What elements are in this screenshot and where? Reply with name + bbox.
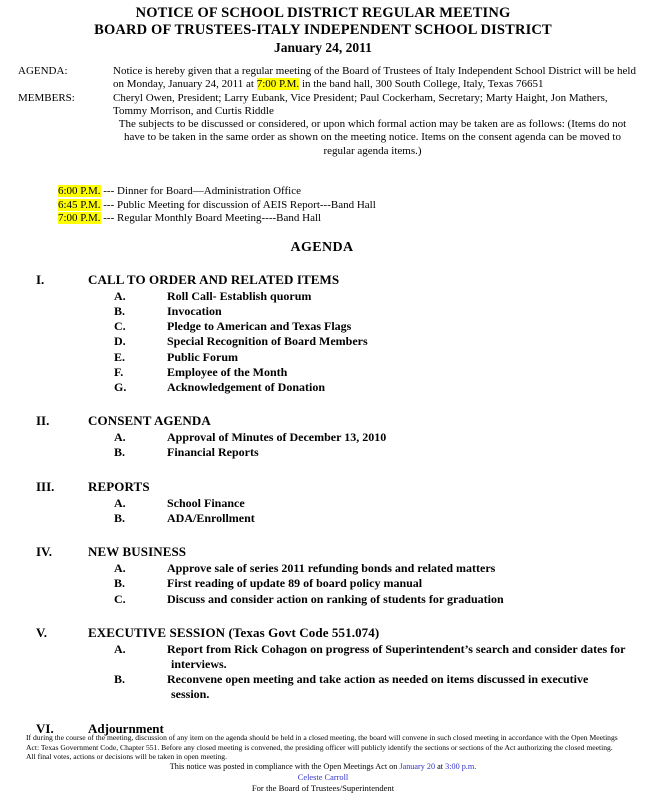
item-text: Financial Reports bbox=[167, 445, 259, 460]
section-header bbox=[0, 544, 646, 560]
item-text: Approval of Minutes of December 13, 2010 bbox=[167, 430, 387, 445]
schedule-list bbox=[58, 185, 646, 226]
item-letter: A. bbox=[114, 495, 126, 510]
item-letter: A. bbox=[114, 561, 126, 576]
schedule-row bbox=[58, 212, 646, 226]
item-text: School Finance bbox=[167, 495, 245, 510]
agenda-section bbox=[0, 625, 646, 703]
item-letter: C. bbox=[114, 591, 126, 606]
item-letter: A. bbox=[114, 641, 126, 656]
agenda-item bbox=[0, 445, 646, 460]
agenda-item bbox=[0, 334, 646, 349]
schedule-description: Public Meeting for discussion of AEIS Report---Band Hall bbox=[117, 198, 376, 211]
item-letter: F. bbox=[114, 364, 124, 379]
item-letter: D. bbox=[114, 334, 126, 349]
item-letter: B. bbox=[114, 672, 126, 687]
members-text: Cheryl Owen, President; Larry Eubank, Vice President; Paul Cockerham, Secretary; Marty Haight, Jon Mathers, Tommy Morrison, and Curtis Riddle bbox=[113, 91, 608, 117]
notice-date: January 24, 2011 bbox=[274, 40, 372, 55]
section-title: CONSENT AGENDA bbox=[88, 413, 211, 429]
agenda-notice-text bbox=[113, 65, 638, 92]
notice-title-line-1: NOTICE OF SCHOOL DISTRICT REGULAR MEETING bbox=[135, 5, 511, 21]
agenda-notice-row bbox=[0, 65, 646, 92]
item-text: Acknowledgement of Donation bbox=[167, 380, 325, 395]
schedule-time: 6:00 P.M. bbox=[58, 185, 101, 198]
agenda-section bbox=[0, 479, 646, 526]
meeting-time-highlight: 7:00 P.M. bbox=[256, 78, 300, 91]
item-text: Discuss and consider action on ranking of students for graduation bbox=[167, 591, 504, 606]
schedule-row bbox=[58, 185, 646, 199]
agenda-item bbox=[0, 561, 646, 576]
item-text: Employee of the Month bbox=[167, 364, 288, 379]
schedule-separator: --- bbox=[100, 185, 117, 198]
agenda-item bbox=[0, 380, 646, 395]
subjects-paragraph: The subjects to be discussed or considered, or upon which formal action may be taken are as follows: (Items do not have to be taken in the same order as shown on the meeting notice. Items on the consent agenda can be moved to regular agenda items.) bbox=[118, 118, 627, 157]
section-title: EXECUTIVE SESSION (Texas Govt Code 551.074) bbox=[88, 624, 380, 640]
section-title: CALL TO ORDER AND RELATED ITEMS bbox=[88, 271, 340, 287]
item-text: Public Forum bbox=[167, 349, 238, 364]
signature-name: Celeste Carroll bbox=[297, 773, 349, 782]
schedule-time: 6:45 P.M. bbox=[58, 198, 101, 211]
item-text: Approve sale of series 2011 refunding bonds and related matters bbox=[167, 561, 496, 576]
item-letter: E. bbox=[114, 349, 126, 364]
agenda-item bbox=[0, 319, 646, 334]
section-title: NEW BUSINESS bbox=[88, 544, 187, 560]
section-numeral: II. bbox=[36, 413, 50, 429]
item-letter: B. bbox=[114, 510, 126, 525]
item-letter: B. bbox=[114, 576, 126, 591]
notice-block bbox=[0, 65, 646, 158]
item-text: Report from Rick Cohagon on progress of Superintendent’s search and consider dates for interviews. bbox=[167, 641, 626, 671]
item-text: First reading of update 89 of board policy manual bbox=[167, 576, 423, 591]
posting-middle: at bbox=[435, 761, 446, 771]
section-numeral: VI. bbox=[36, 720, 54, 736]
item-letter: B. bbox=[114, 445, 126, 460]
section-header bbox=[0, 272, 646, 288]
section-numeral: I. bbox=[36, 271, 45, 287]
agenda-item bbox=[0, 304, 646, 319]
item-letter: B. bbox=[114, 304, 126, 319]
agenda-item bbox=[0, 576, 646, 591]
item-text: Pledge to American and Texas Flags bbox=[167, 319, 352, 334]
agenda-sections bbox=[0, 272, 646, 737]
section-title: REPORTS bbox=[88, 478, 150, 494]
agenda-section bbox=[0, 544, 646, 607]
agenda-item bbox=[0, 511, 646, 526]
document-footer bbox=[0, 733, 646, 794]
section-numeral: III. bbox=[36, 478, 55, 494]
section-title: Adjournment bbox=[88, 720, 164, 736]
agenda-heading: AGENDA bbox=[290, 239, 354, 255]
item-text: Roll Call- Establish quorum bbox=[167, 288, 312, 303]
schedule-description: Regular Monthly Board Meeting----Band Hall bbox=[117, 212, 322, 225]
section-numeral: V. bbox=[36, 624, 47, 640]
agenda-item bbox=[0, 496, 646, 511]
agenda-item bbox=[0, 592, 646, 607]
signature-title: For the Board of Trustees/Superintendent bbox=[251, 783, 395, 793]
notice-title-line-2: BOARD OF TRUSTEES-ITALY INDEPENDENT SCHOOL DISTRICT bbox=[94, 21, 552, 38]
item-letter: C. bbox=[114, 319, 126, 334]
agenda-item bbox=[0, 350, 646, 365]
section-header bbox=[0, 479, 646, 495]
schedule-description: Dinner for Board—Administration Office bbox=[117, 185, 302, 198]
agenda-notice-text-after: in the band hall, 300 South College, Italy, Texas 76651 bbox=[299, 78, 544, 91]
item-letter: A. bbox=[114, 430, 126, 445]
section-header bbox=[0, 413, 646, 429]
members-row bbox=[0, 92, 646, 119]
agenda-label: AGENDA: bbox=[18, 65, 68, 77]
schedule-time: 7:00 P.M. bbox=[58, 212, 101, 225]
item-text: Invocation bbox=[167, 304, 222, 319]
agenda-section bbox=[0, 272, 646, 395]
item-text: ADA/Enrollment bbox=[167, 510, 255, 525]
item-text: Special Recognition of Board Members bbox=[167, 334, 368, 349]
posting-prefix: This notice was posted in compliance with the Open Meetings Act on bbox=[169, 761, 400, 771]
posting-time: 3:00 p.m. bbox=[445, 761, 477, 771]
document-header bbox=[0, 0, 646, 56]
item-text: Reconvene open meeting and take action as needed on items discussed in executive session. bbox=[167, 672, 589, 702]
closed-meeting-disclaimer: If during the course of the meeting, discussion of any item on the agenda should be held in a closed meeting, the board will convene in such closed meeting in accordance with the Open Meetings Act: Texas Government Code, Chapter 551. Before any closed meeting is convened, the presiding officer will publicly identify the sections or sections of the Act authorizing the closed meeting. All final votes, actions or decisions will be taken in open meeting. bbox=[26, 733, 618, 762]
section-header bbox=[0, 625, 646, 641]
section-numeral: IV. bbox=[36, 544, 53, 560]
agenda-item bbox=[0, 430, 646, 445]
agenda-item bbox=[0, 672, 646, 702]
posting-date: January 20 bbox=[399, 761, 436, 771]
agenda-item bbox=[0, 642, 646, 672]
item-letter: A. bbox=[114, 288, 126, 303]
agenda-item bbox=[0, 365, 646, 380]
agenda-notice-text-before: Notice is hereby given that a regular meeting of the Board of Trustees of Italy Independent School District will be held on Monday, January 24, 2011 at bbox=[113, 65, 636, 91]
item-letter: G. bbox=[114, 380, 127, 395]
schedule-separator: --- bbox=[100, 212, 117, 225]
agenda-item bbox=[0, 289, 646, 304]
schedule-separator: --- bbox=[100, 198, 117, 211]
members-label: MEMBERS: bbox=[18, 91, 75, 104]
schedule-row bbox=[58, 199, 646, 213]
posting-compliance-line bbox=[26, 762, 620, 772]
agenda-section bbox=[0, 413, 646, 460]
